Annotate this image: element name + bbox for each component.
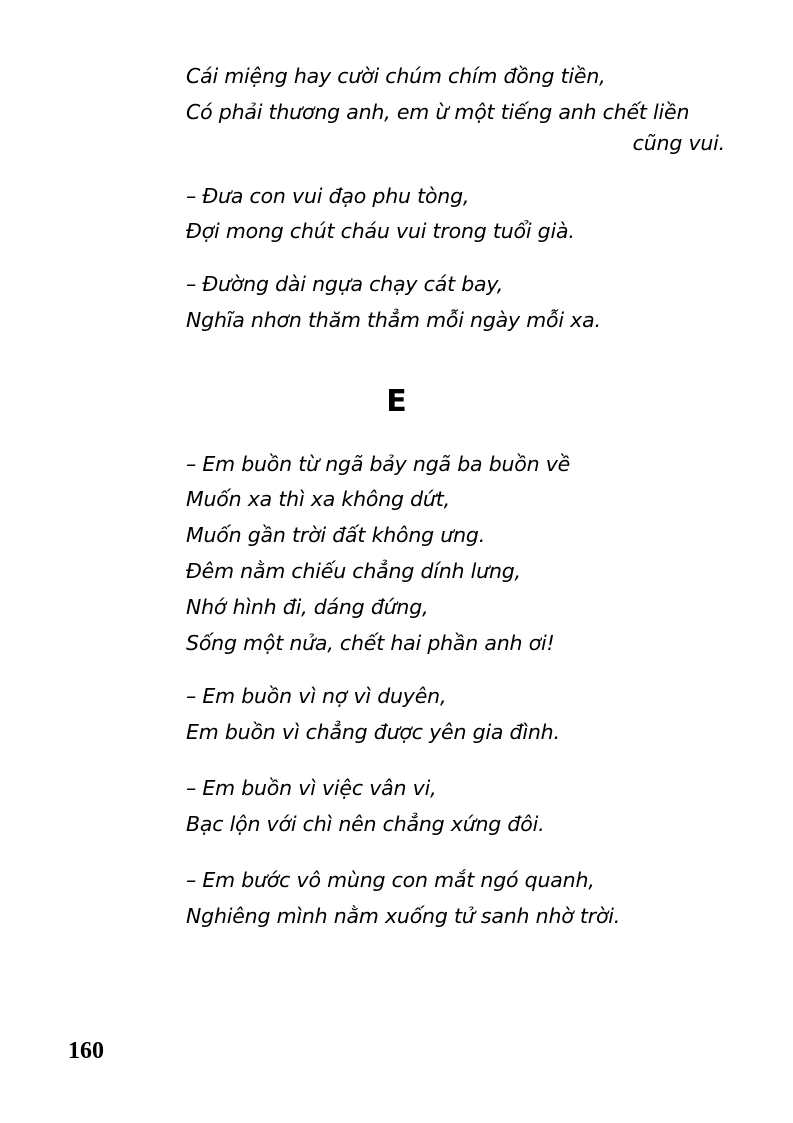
verse-line: – Em buồn vì nợ vì duyên, — [186, 684, 447, 708]
verse-line: – Em bước vô mùng con mắt ngó quanh, — [186, 868, 595, 892]
verse-line: Có phải thương anh, em ừ một tiếng anh chết liền — [186, 100, 690, 124]
verse-line-continuation: cũng vui. — [632, 131, 725, 155]
verse-line: Muốn xa thì xa không dứt, — [186, 487, 450, 511]
page-number: 160 — [68, 1038, 104, 1064]
verse-line: – Đưa con vui đạo phu tòng, — [186, 184, 470, 208]
verse-line: Đêm nằm chiếu chẳng dính lưng, — [186, 559, 521, 583]
verse-line: Cái miệng hay cười chúm chím đồng tiền, — [186, 64, 606, 88]
verse-line: Muốn gần trời đất không ưng. — [186, 523, 486, 547]
section-heading — [0, 384, 793, 420]
verse-line: Nghĩa nhơn thăm thẳm mỗi ngày mỗi xa. — [186, 308, 601, 332]
verse-line: Nghiêng mình nằm xuống tử sanh nhờ trời. — [186, 904, 621, 928]
verse-line: Em buồn vì chẳng được yên gia đình. — [186, 720, 560, 744]
verse-line: Sống một nửa, chết hai phần anh ơi! — [186, 631, 555, 655]
verse-line: Bạc lộn với chì nên chẳng xứng đôi. — [186, 812, 545, 836]
verse-line: – Em buồn vì việc vân vi, — [186, 776, 437, 800]
verse-line: – Đường dài ngựa chạy cát bay, — [186, 272, 504, 296]
verse-line: Nhớ hình đi, dáng đứng, — [186, 595, 429, 619]
section-heading-text: E — [386, 384, 407, 419]
verse-line: Đợi mong chút cháu vui trong tuổi già. — [186, 219, 575, 243]
verse-line: – Em buồn từ ngã bảy ngã ba buồn về — [186, 452, 571, 476]
